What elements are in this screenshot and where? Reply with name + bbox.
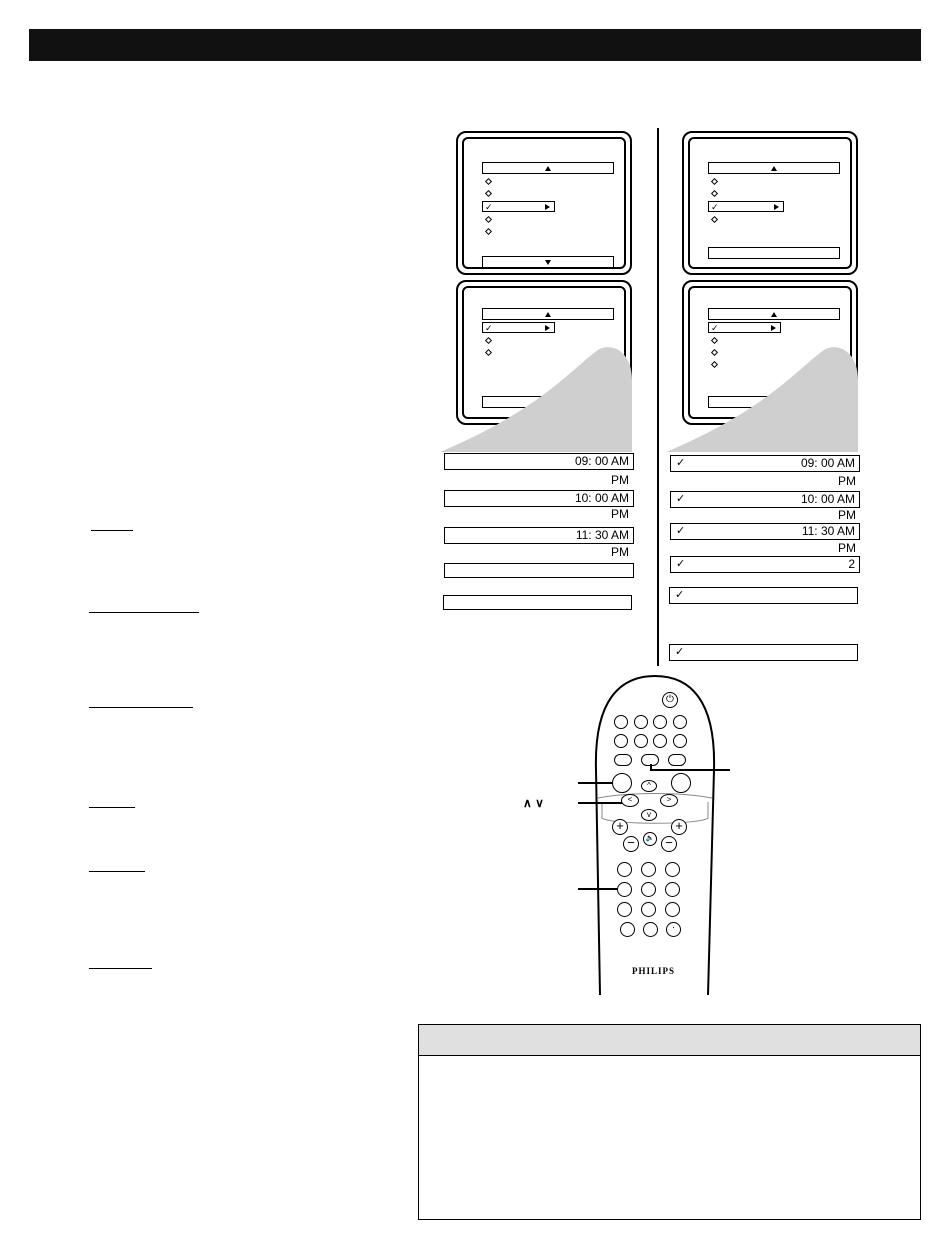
minus-icon: − (665, 835, 673, 850)
ch-minus-button[interactable] (661, 836, 677, 852)
time-field-3: 11: 30 AM (444, 527, 634, 544)
remote-key[interactable] (634, 715, 648, 729)
nav-left-button[interactable] (621, 794, 639, 807)
remote-key[interactable] (653, 734, 667, 748)
tv-screen-menu-3: ✓ (682, 131, 858, 275)
remote-key[interactable] (614, 734, 628, 748)
section-label-line (89, 707, 193, 708)
section-label-line (89, 968, 152, 969)
time-alt-3: PM (611, 545, 629, 559)
empty-field-2 (443, 595, 632, 610)
time-field-r3: ✓ 11: 30 AM (670, 523, 860, 540)
number-key[interactable] (665, 862, 680, 877)
plus-icon: + (675, 818, 683, 833)
arrow-keys-label: ∧ ∨ (523, 796, 544, 810)
zoom-swoosh-right (646, 340, 866, 460)
number-key[interactable] (641, 902, 656, 917)
chevron-down-icon: v (647, 810, 651, 819)
number-key[interactable] (617, 902, 632, 917)
check-field-2: ✓ (669, 644, 858, 661)
number-key[interactable] (641, 862, 656, 877)
tv-screen-menu-4: ✓ (682, 280, 858, 425)
time-alt-2: PM (611, 507, 629, 521)
nav-up-button[interactable] (641, 780, 657, 792)
tip-box (418, 1024, 921, 1220)
dot-key[interactable] (666, 922, 681, 937)
number-key[interactable] (665, 882, 680, 897)
remote-key[interactable] (614, 715, 628, 729)
section-label-line (89, 807, 135, 808)
remote-oval-key[interactable] (668, 754, 686, 766)
remote-key[interactable] (673, 715, 687, 729)
chevron-up-icon: ^ (647, 781, 651, 790)
number-key[interactable] (665, 902, 680, 917)
chevron-right-icon: > (666, 795, 672, 804)
time-field-1: 09: 00 AM (444, 453, 634, 470)
plus-icon: + (616, 818, 624, 833)
number-key[interactable] (643, 922, 658, 937)
time-field-r2: ✓ 10: 00 AM (670, 491, 860, 508)
zoom-swoosh-left (420, 340, 640, 460)
minus-icon: − (627, 835, 635, 850)
time-alt-r2: PM (838, 508, 856, 522)
brand-logo: PHILIPS (632, 966, 676, 976)
left-large-button[interactable] (612, 773, 632, 793)
dot-icon: · (671, 922, 676, 933)
chevron-left-icon: < (627, 795, 633, 804)
header-bar (29, 29, 921, 61)
nav-right-button[interactable] (660, 794, 678, 807)
number-key[interactable] (641, 882, 656, 897)
number-key[interactable] (620, 922, 635, 937)
number-key[interactable] (617, 862, 632, 877)
nav-down-button[interactable] (641, 809, 657, 821)
callout-line (578, 888, 618, 890)
remote-key[interactable] (673, 734, 687, 748)
remote-key[interactable] (634, 734, 648, 748)
callout-line (650, 764, 652, 770)
vol-plus-button[interactable] (612, 819, 628, 835)
section-label-line (89, 871, 145, 872)
check-field-1: ✓ (669, 587, 858, 604)
ch-plus-button[interactable] (671, 819, 687, 835)
callout-line (578, 782, 612, 784)
time-field-2: 10: 00 AM (444, 490, 634, 507)
section-label-line (89, 612, 199, 613)
section-label-line (91, 530, 133, 531)
callout-line (650, 769, 730, 771)
tv-screen-menu-2: ✓ (456, 280, 632, 425)
time-alt-r1: PM (838, 474, 856, 488)
time-field-r1: ✓ 09: 00 AM (670, 455, 860, 472)
remote-oval-key[interactable] (614, 754, 632, 766)
vol-minus-button[interactable] (623, 836, 639, 852)
mute-button[interactable] (643, 832, 657, 846)
callout-line (578, 802, 622, 804)
remote-key[interactable] (653, 715, 667, 729)
power-icon: ⏻ (666, 694, 674, 705)
number-key[interactable] (617, 882, 632, 897)
time-alt-r3: PM (838, 541, 856, 555)
count-field: ✓ 2 (670, 556, 860, 573)
empty-field-1 (444, 563, 634, 578)
power-button[interactable] (662, 692, 678, 708)
tv-screen-menu-1: ✓ (456, 131, 632, 275)
tip-box-header (419, 1025, 920, 1056)
mute-icon: 🔈 (645, 835, 655, 842)
right-large-button[interactable] (671, 773, 691, 793)
time-alt-1: PM (611, 473, 629, 487)
